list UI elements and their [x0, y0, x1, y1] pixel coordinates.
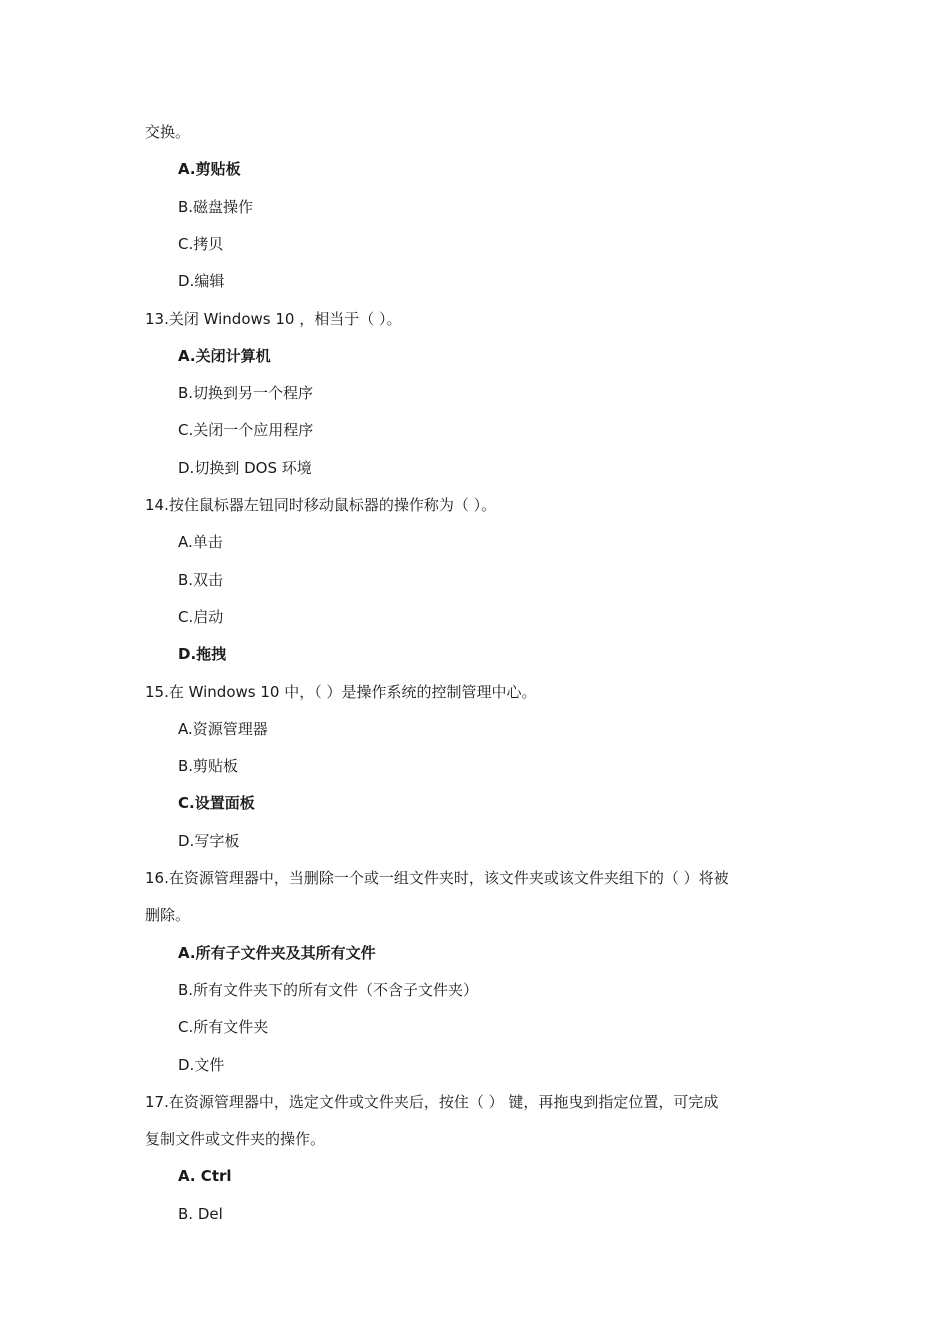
option-line: B.磁盘操作 [178, 198, 254, 216]
option-line: D.拖拽 [178, 645, 227, 663]
question-line: 交换。 [145, 123, 191, 141]
option-line: A.所有子文件夹及其所有文件 [178, 944, 376, 962]
option-line: D.编辑 [178, 272, 225, 290]
option-line: D.切换到 DOS 环境 [178, 459, 312, 477]
question-line: 13.关闭 Windows 10 ，相当于（ ）。 [145, 310, 402, 328]
option-line: C.设置面板 [178, 794, 255, 812]
question-line: 14.按住鼠标器左钮同时移动鼠标器的操作称为（ ）。 [145, 496, 497, 514]
option-line: A.资源管理器 [178, 720, 268, 738]
question-line: 15.在 Windows 10 中，（ ）是操作系统的控制管理中心。 [145, 683, 537, 701]
question-line: 17.在资源管理器中，选定文件或文件夹后，按住（ ） 键，再拖曳到指定位置，可完成 [145, 1093, 719, 1111]
option-line: B.所有文件夹下的所有文件（不含子文件夹） [178, 981, 479, 999]
option-line: B.剪贴板 [178, 757, 239, 775]
option-line: C.所有文件夹 [178, 1018, 269, 1036]
option-line: D.文件 [178, 1056, 225, 1074]
option-line: A.单击 [178, 533, 223, 551]
option-line: C.关闭一个应用程序 [178, 421, 314, 439]
option-line: B.切换到另一个程序 [178, 384, 314, 402]
option-line: A.剪贴板 [178, 160, 241, 178]
option-line: A.关闭计算机 [178, 347, 271, 365]
option-line: C.拷贝 [178, 235, 224, 253]
option-line: C.启动 [178, 608, 224, 626]
question-line: 删除。 [145, 906, 191, 924]
question-line: 复制文件或文件夹的操作。 [145, 1130, 326, 1148]
question-line: 16.在资源管理器中，当删除一个或一组文件夹时，该文件夹或该文件夹组下的（ ）将被 [145, 869, 729, 887]
option-line: B.双击 [178, 571, 224, 589]
option-line: A. Ctrl [178, 1167, 232, 1185]
option-line: D.写字板 [178, 832, 240, 850]
option-line: B. Del [178, 1205, 223, 1223]
